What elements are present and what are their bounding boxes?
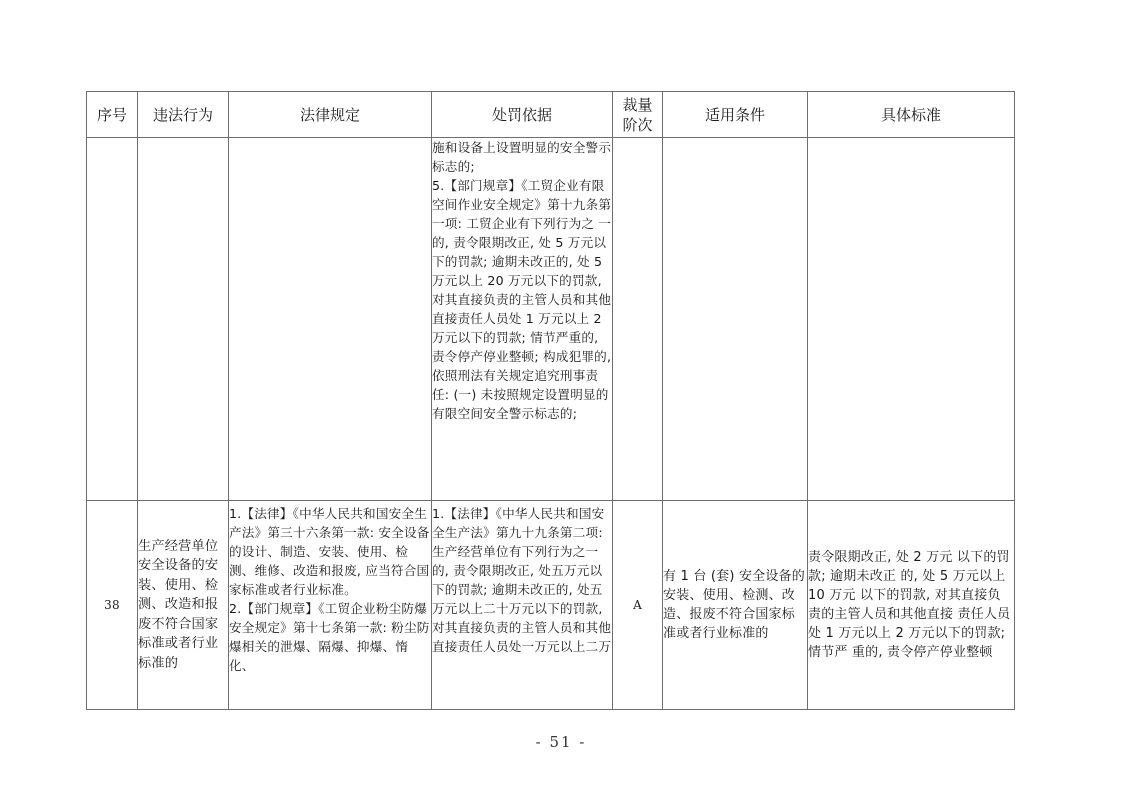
cell-no <box>87 138 138 501</box>
header-no: 序号 <box>87 92 138 138</box>
cell-law <box>229 138 432 501</box>
header-level: 裁量 阶次 <box>613 92 663 138</box>
cell-level: A <box>613 501 663 710</box>
header-standard: 具体标准 <box>808 92 1015 138</box>
header-penalty-basis: 处罚依据 <box>432 92 613 138</box>
header-law: 法律规定 <box>229 92 432 138</box>
header-condition: 适用条件 <box>663 92 808 138</box>
penalty-table <box>86 91 1015 710</box>
header-violation: 违法行为 <box>138 92 229 138</box>
cell-no: 38 <box>87 501 138 710</box>
cell-violation <box>138 138 229 501</box>
cell-level <box>613 138 663 501</box>
table-row <box>87 501 1015 710</box>
table-row <box>87 138 1015 501</box>
cell-penalty-basis: 施和设备上设置明显的安全警示标志的; 5.【部门规章】《工贸企业有限空间作业安全规定》第十九条第一项: 工贸企业有下列行为之 一的, 责令限期改正, 处 5 万元以下的罚款; 逾期未改正的, 处 5 万元以上 20 万元以下的罚款, 对其直接负责的主管人员和其他直接责任人员处 1 万元以上 2 万元以下的罚款; 情节严重的, 责令停产停业整顿; 构成犯罪的, 依照刑法有关规定追究刑事责任: (一) 未按照规定设置明显的有限空间安全警示标志的; <box>432 138 613 501</box>
page-number: - 51 - <box>535 733 587 751</box>
cell-violation: 生产经营单位安全设备的安装、使用、检测、改造和报废不符合国家标准或者行业标准的 <box>138 501 229 710</box>
cell-standard: 责令限期改正, 处 2 万元 以下的罚款; 逾期未改正 的, 处 5 万元以上 10 万元 以下的罚款, 对其直接负 责的主管人员和其他直接 责任人员处 1 万元以上 2 万元以下的罚款; 情节严 重的, 责令停产停业整顿 <box>808 501 1015 710</box>
cell-standard <box>808 138 1015 501</box>
cell-penalty-basis: 1.【法律】《中华人民共和国安全生产法》第九十九条第二项: 生产经营单位有下列行为之一的, 责令限期改正, 处五万元以下的罚款; 逾期未改正的, 处五万元以上二十万元以下的罚款, 对其直接负责的主管人员和其他直接责任人员处一万元以上二万 <box>432 501 613 710</box>
table-header-row <box>87 92 1015 138</box>
cell-condition: 有 1 台 (套) 安全设备的安装、使用、检测、改造、报废不符合国家标准或者行业标准的 <box>663 501 808 710</box>
cell-condition <box>663 138 808 501</box>
cell-law: 1.【法律】《中华人民共和国安全生产法》第三十六条第一款: 安全设备的设计、制造、安装、使用、检测、维修、改造和报废, 应当符合国家标准或者行业标准。 2.【部门规章】《工贸企业粉尘防爆安全规定》第十七条第一款: 粉尘防爆相关的泄爆、隔爆、抑爆、惰化、 <box>229 501 432 710</box>
